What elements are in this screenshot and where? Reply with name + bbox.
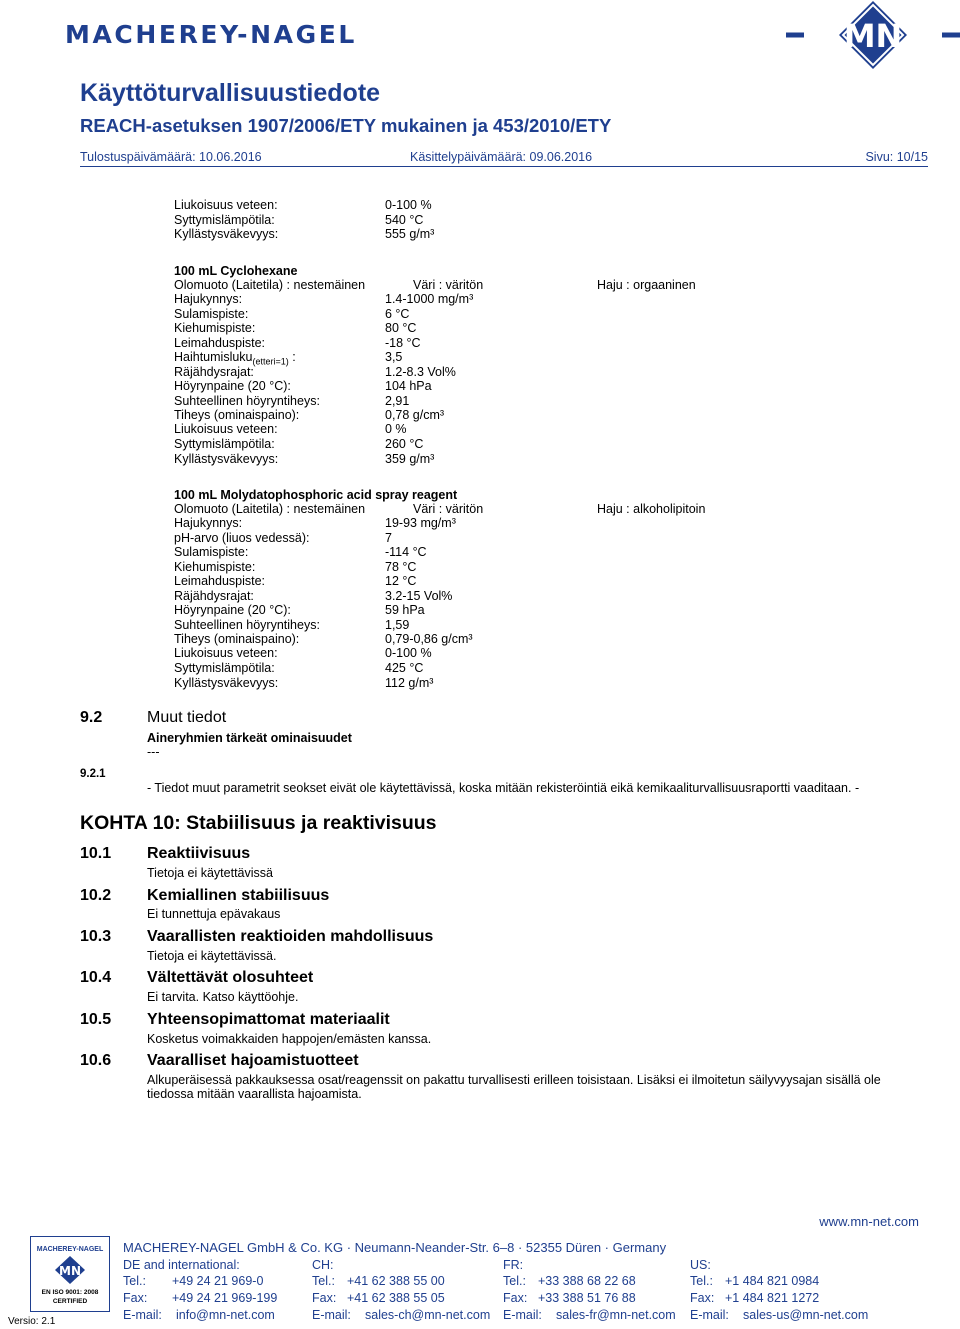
footer-tel-label: Tel.: [503, 1274, 526, 1288]
property-value: 0-100 % [385, 646, 432, 660]
company-address: MACHEREY-NAGEL GmbH & Co. KG · Neumann-Neander-Str. 6–8 · 52355 Düren · Germany [123, 1240, 667, 1255]
property-label: Suhteellinen höyryntiheys: [174, 618, 320, 632]
label-suffix: : [288, 350, 296, 364]
odor-text: Haju : alkoholipitoin [597, 502, 706, 516]
footer-fax: +41 62 388 55 05 [347, 1291, 445, 1305]
property-value: 555 g/m³ [385, 227, 435, 241]
section-text: Ei tunnettuja epävakaus [147, 907, 281, 921]
property-label: Räjähdysrajat: [174, 365, 254, 379]
property-label: Suhteellinen höyryntiheys: [174, 394, 320, 408]
footer-mail[interactable]: sales-ch@mn-net.com [365, 1308, 491, 1322]
property-value: 1.2-8.3 Vol% [385, 365, 456, 379]
brand-name: MACHEREY-NAGEL [65, 20, 357, 49]
cert-brand: MACHEREY-NAGEL [36, 1246, 104, 1253]
footer-tel: +41 62 388 55 00 [347, 1274, 445, 1288]
property-label: Kyllästysväkevyys: [174, 676, 279, 690]
property-label: pH-arvo (liuos vedessä): [174, 531, 310, 545]
section-title: Reaktiivisuus [147, 845, 251, 862]
property-value: 260 °C [385, 437, 424, 451]
footer-fax: +33 388 51 76 88 [538, 1291, 636, 1305]
component-title: 100 mL Cyclohexane [174, 264, 298, 278]
footer-fax-label: Fax: [690, 1291, 715, 1305]
mn-logo-icon [786, 0, 960, 70]
section-text: Ei tarvita. Katso käyttöohje. [147, 990, 299, 1004]
mn-diamond-icon [53, 1255, 87, 1285]
color-text: Väri : väritön [413, 502, 484, 516]
property-label: Leimahduspiste: [174, 574, 266, 588]
property-value: 1.4-1000 mg/m³ [385, 292, 474, 306]
cert-status: CERTIFIED [52, 1298, 88, 1305]
section-title: Vältettävät olosuhteet [147, 969, 314, 986]
footer-fax-label: Fax: [312, 1291, 337, 1305]
property-value: 19-93 mg/m³ [385, 516, 456, 530]
property-value: 1,59 [385, 618, 410, 632]
footer-tel-label: Tel.: [690, 1274, 713, 1288]
footer-fax: +49 24 21 969-199 [172, 1291, 278, 1305]
property-label: Syttymislämpötila: [174, 661, 275, 675]
property-value: 12 °C [385, 574, 417, 588]
odor-text: Haju : orgaaninen [597, 278, 696, 292]
section-text: Tietoja ei käytettävissä. [147, 949, 277, 963]
subsection-number: 9.2.1 [80, 768, 106, 780]
footer-mail-label: E-mail: [690, 1308, 729, 1322]
subsection-heading: Aineryhmien tärkeät ominaisuudet [147, 731, 352, 745]
footer-tel: +33 388 68 22 68 [538, 1274, 636, 1288]
logo-text: MN [843, 17, 903, 55]
property-value: 425 °C [385, 661, 424, 675]
footer-mail[interactable]: sales-fr@mn-net.com [556, 1308, 676, 1322]
page-number: Sivu: 10/15 [865, 150, 928, 164]
footer-tel: +1 484 821 0984 [725, 1274, 820, 1288]
section-title: Yhteensopimattomat materiaalit [147, 1011, 390, 1028]
property-label: Syttymislämpötila: [174, 213, 275, 227]
section-number: 10.5 [80, 1011, 112, 1028]
property-value: 112 g/m³ [385, 676, 434, 690]
property-value: 359 g/m³ [385, 452, 435, 466]
color-text: Väri : väritön [413, 278, 484, 292]
property-label: Kyllästysväkevyys: [174, 227, 279, 241]
property-label: Liukoisuus veteen: [174, 198, 278, 212]
component-title: 100 mL Molydatophosphoric acid spray reagent [174, 488, 458, 502]
property-label: Hajukynnys: [174, 292, 243, 306]
form-text: Olomuoto (Laitetila) : nestemäinen [174, 502, 366, 516]
label-main: Haihtumisluku [174, 350, 253, 364]
dashes-text: --- [147, 745, 160, 759]
svg-text:MN: MN [59, 1264, 81, 1278]
section-title: Muut tiedot [147, 709, 227, 726]
property-value: 78 °C [385, 560, 417, 574]
document-subtitle: REACH-asetuksen 1907/2006/ETY mukainen ja 453/2010/ETY [80, 115, 612, 136]
document-title: Käyttöturvallisuustiedote [80, 79, 381, 107]
section-heading: KOHTA 10: Stabiilisuus ja reaktivisuus [80, 812, 437, 834]
property-label: Hajukynnys: [174, 516, 243, 530]
property-label: Räjähdysrajat: [174, 589, 254, 603]
property-value: 0-100 % [385, 198, 432, 212]
section-text: Alkuperäisessä pakkauksessa osat/reagenssit on pakattu turvallisesti erilleen toisistaan. Lisäksi ei ilmoitetun säilyvyysajan sisällä ole tiedossa mitään vaarallista hajoamista. [147, 1073, 881, 1101]
property-value: 80 °C [385, 321, 417, 335]
section-title: Vaaralliset hajoamistuotteet [147, 1052, 359, 1069]
website-link[interactable]: www.mn-net.com [819, 1214, 919, 1229]
property-value: 3,5 [385, 350, 403, 364]
property-label: Höyrynpaine (20 °C): [174, 603, 291, 617]
certification-badge [30, 1236, 110, 1312]
footer-region-label: FR: [503, 1258, 524, 1272]
property-value: 7 [385, 531, 392, 545]
property-label: Sulamispiste: [174, 307, 249, 321]
section-number: 9.2 [80, 709, 103, 726]
footer-fax-label: Fax: [123, 1291, 148, 1305]
property-value: 3.2-15 Vol% [385, 589, 453, 603]
footer-mail-label: E-mail: [503, 1308, 542, 1322]
footer-tel: +49 24 21 969-0 [172, 1274, 264, 1288]
property-value: 6 °C [385, 307, 410, 321]
property-label: Liukoisuus veteen: [174, 422, 278, 436]
section-text: Kosketus voimakkaiden happojen/emästen kanssa. [147, 1032, 432, 1046]
section-number: 10.1 [80, 845, 112, 862]
note-text: - Tiedot muut parametrit seokset eivät ole käytettävissä, koska mitään rekisteröintiä eikä kemikaaliturvallisuusraportti vaaditaan. - [147, 781, 860, 795]
property-value: 540 °C [385, 213, 424, 227]
processing-date: Käsittelypäivämäärä: 09.06.2016 [410, 150, 593, 164]
property-value: 59 hPa [385, 603, 425, 617]
footer-mail-label: E-mail: [123, 1308, 162, 1322]
footer-mail[interactable]: sales-us@mn-net.com [743, 1308, 869, 1322]
property-label: Leimahduspiste: [174, 336, 266, 350]
section-title: Kemiallinen stabiilisuus [147, 887, 330, 904]
section-text: Tietoja ei käytettävissä [147, 866, 273, 880]
property-value: 0,79-0,86 g/cm³ [385, 632, 473, 646]
property-label: Kiehumispiste: [174, 560, 256, 574]
section-number: 10.4 [80, 969, 112, 986]
footer-region-label: CH: [312, 1258, 334, 1272]
property-label: Höyrynpaine (20 °C): [174, 379, 291, 393]
meta-bar [80, 150, 928, 167]
label-subscript: (etteri=1) [252, 356, 289, 367]
footer-tel-label: Tel.: [312, 1274, 335, 1288]
property-value: -18 °C [385, 336, 421, 350]
print-date: Tulostuspäivämäärä: 10.06.2016 [80, 150, 262, 164]
property-label: Syttymislämpötila: [174, 437, 275, 451]
footer-mail-label: E-mail: [312, 1308, 351, 1322]
property-label: Tiheys (ominaispaino): [174, 408, 300, 422]
footer-fax-label: Fax: [503, 1291, 528, 1305]
property-label: Sulamispiste: [174, 545, 249, 559]
property-value: 0,78 g/cm³ [385, 408, 445, 422]
section-number: 10.3 [80, 928, 112, 945]
footer-fax: +1 484 821 1272 [725, 1291, 820, 1305]
property-value: 2,91 [385, 394, 410, 408]
footer-tel-label: Tel.: [123, 1274, 146, 1288]
property-value: 104 hPa [385, 379, 432, 393]
property-label: Kiehumispiste: [174, 321, 256, 335]
property-value: -114 °C [385, 545, 427, 559]
property-label: Liukoisuus veteen: [174, 646, 278, 660]
footer-mail[interactable]: info@mn-net.com [176, 1308, 275, 1322]
property-label: Kyllästysväkevyys: [174, 452, 279, 466]
footer-region-label: US: [690, 1258, 711, 1272]
section-number: 10.6 [80, 1052, 112, 1069]
footer-region-label: DE and international: [123, 1258, 240, 1272]
property-value: 0 % [385, 422, 407, 436]
form-text: Olomuoto (Laitetila) : nestemäinen [174, 278, 366, 292]
version-label: Versio: 2.1 [8, 1316, 56, 1327]
section-number: 10.2 [80, 887, 112, 904]
section-title: Vaarallisten reaktioiden mahdollisuus [147, 928, 434, 945]
cert-standard: EN ISO 9001: 2008 [41, 1289, 99, 1296]
property-label: Tiheys (ominaispaino): [174, 632, 300, 646]
